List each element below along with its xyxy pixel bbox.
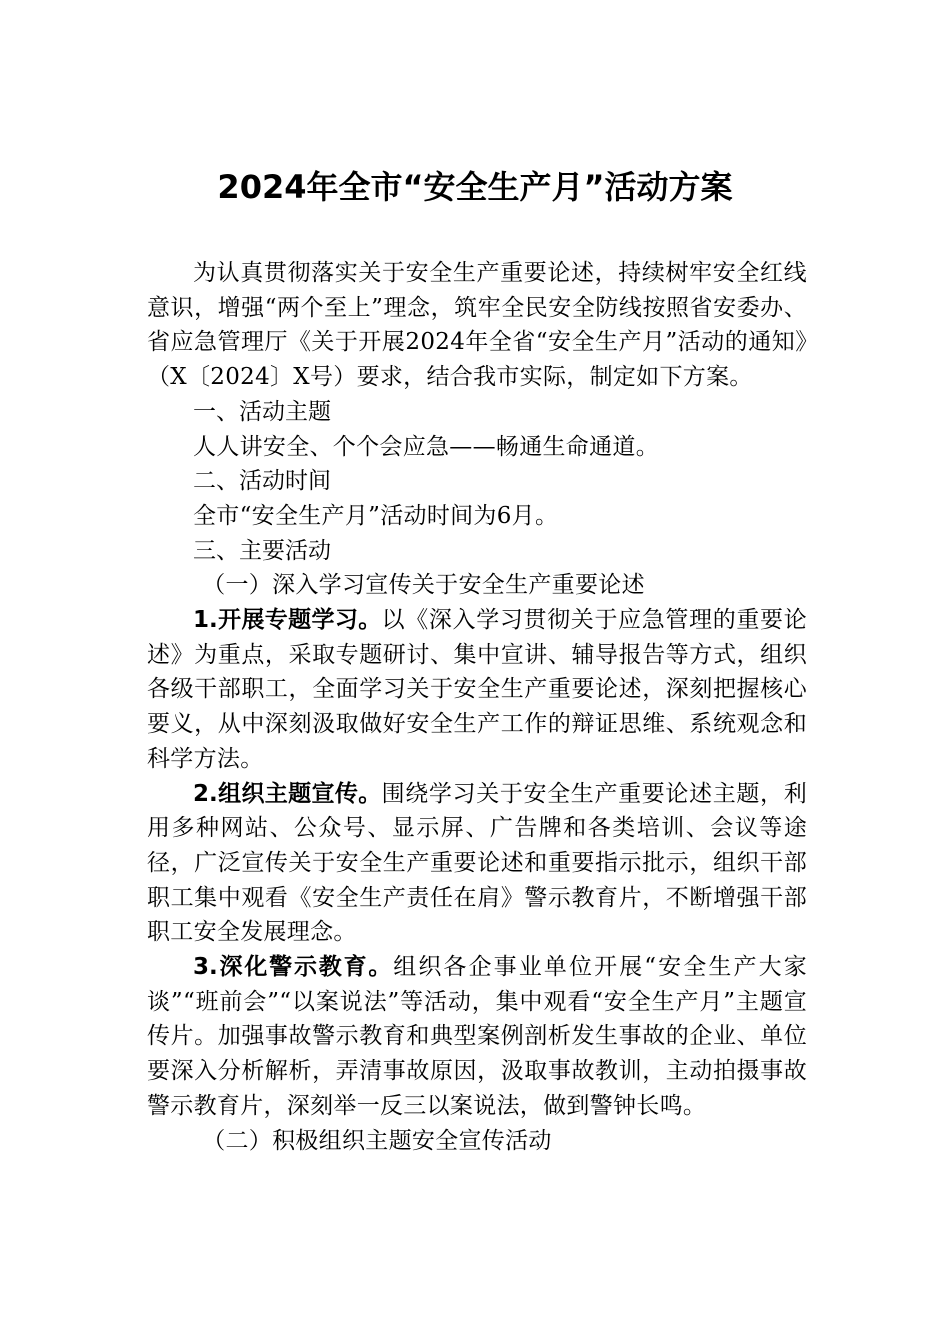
theme-paragraph: 人人讲安全、个个会应急——畅通生命通道。: [193, 433, 659, 460]
activity-item-1-text: 以《深入学习贯彻关于应急管理的重要论述》为重点，采取专题研讨、集中宣讲、辅导报告等方式，组织各级干部职工，全面学习关于安全生产重要论述，深刻把握核心要义，从中深刻汲取做好安全生产工作的辩证思维、系统观念和科学方法。: [147, 607, 807, 772]
document-body: [147, 256, 807, 1158]
activity-item-1: [147, 603, 807, 777]
activity-item-3: [147, 950, 807, 1124]
activity-item-2-text: 围绕学习关于安全生产重要论述主题，利用多种网站、公众号、显示屏、广告牌和各类培训、会议等途径，广泛宣传关于安全生产重要论述和重要指示批示，组织干部职工集中观看《安全生产责任在肩》警示教育片，不断增强干部职工安全发展理念。: [147, 780, 807, 946]
section-heading-time: 二、活动时间: [193, 468, 331, 495]
section-heading-activities: 三、主要活动: [193, 537, 331, 564]
activity-item-2-lead: 2.组织主题宣传。: [193, 780, 382, 807]
subsection-heading-study: （一）深入学习宣传关于安全生产重要论述: [202, 572, 645, 599]
document-title: 2024年全市“安全生产月”活动方案: [217, 168, 733, 206]
subsection-heading-campaign: （二）积极组织主题安全宣传活动: [202, 1127, 552, 1154]
time-paragraph: 全市“安全生产月”活动时间为6月。: [193, 502, 559, 529]
section-heading-theme: 一、活动主题: [193, 398, 331, 425]
activity-item-2: [147, 777, 807, 951]
activity-item-3-lead: 3.深化警示教育。: [193, 954, 394, 981]
activity-item-1-lead: 1.开展专题学习。: [193, 607, 382, 634]
activity-item-3-text: 组织各企事业单位开展“安全生产大家谈”“班前会”“以案说法”等活动，集中观看“安全生产月”主题宣传片。加强事故警示教育和典型案例剖析发生事故的企业、单位要深入分析解析，弄清事故原因，汲取事故教训，主动拍摄事故警示教育片，深刻举一反三以案说法，做到警钟长鸣。: [147, 954, 808, 1119]
intro-paragraph: 为认真贯彻落实关于安全生产重要论述，持续树牢安全红线意识，增强“两个至上”理念，筑牢全民安全防线按照省安委办、省应急管理厅《关于开展2024年全省“安全生产月”活动的通知》（X〔2024〕X号）要求，结合我市实际，制定如下方案。: [147, 260, 807, 391]
